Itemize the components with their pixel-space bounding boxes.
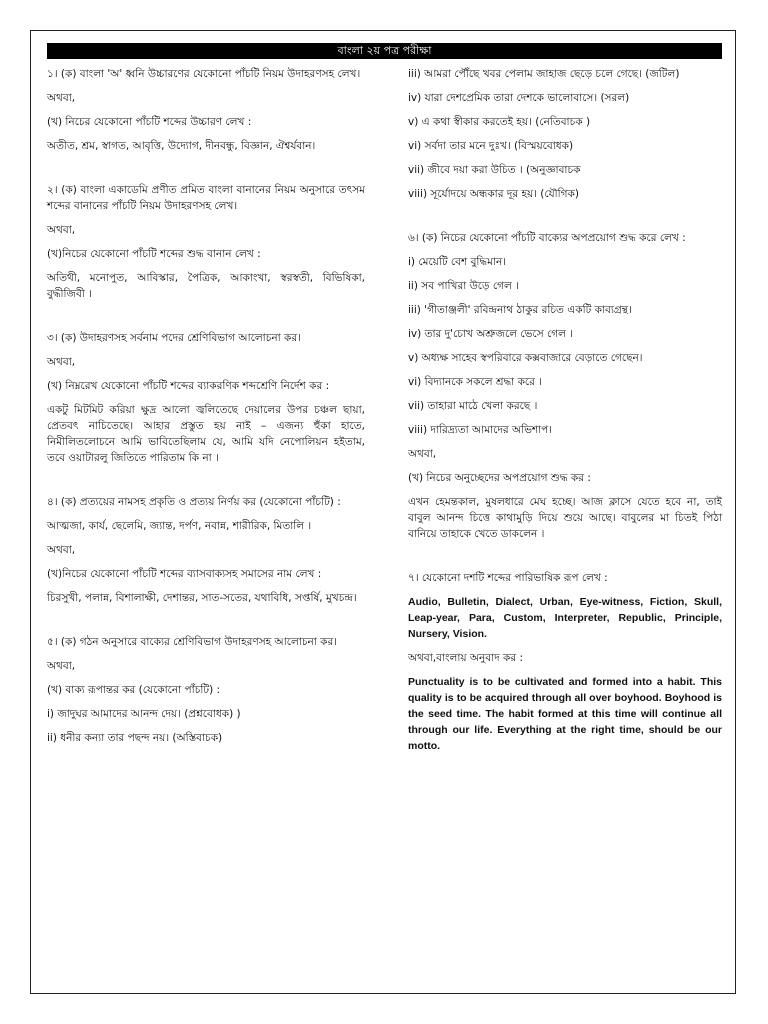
question-text: viii) দারিদ্র্যতা আমাদের অভিশাপ। [408, 424, 553, 436]
left-column [47, 66, 365, 754]
question-text: v) এ কথা স্বীকার করতেই হয়। (নেতিবাচক ) [408, 116, 591, 128]
question-text: (খ)নিচের যেকোনো পাঁচটি শব্দের শুদ্ধ বানান লেখ : [47, 248, 261, 260]
question-text: অথবা, [47, 356, 76, 368]
question-text: চিরসুখী, পলান্ন, বিশালাক্ষী, দেশান্তর, সাত-সতের, যথাবিধি, সপ্তর্ষি, মুখচন্দ্র। [47, 592, 357, 604]
spacer [47, 310, 365, 330]
question-text: ii) সব পাখিরা উড়ে গেল । [408, 280, 519, 292]
question-text: iii) 'গীতাঞ্জলী' রবিন্দ্রনাথ ঠাকুর রচিত একটি কাব্যগ্রন্থ। [408, 304, 632, 316]
question-text: ৫। (ক) গঠন অনুসারে বাক্যের শ্রেণিবিভাগ উদাহরণসহ আলোচনা কর। [47, 636, 338, 648]
question-text: vi) সর্বদা তার মনে দুঃখ। (বিস্ময়বোধক) [408, 140, 574, 152]
question-text: অতিথী, মনোপুত, আবিস্কার, পৈত্রিক, আকাংখা, স্বরস্বতী, বিভিষিকা, বুদ্ধীজিবী । [47, 272, 365, 300]
question-text: অথবা, [47, 92, 76, 104]
spacer [408, 550, 722, 570]
english-text: Punctuality is to be cultivated and formed into a habit. This quality is to be acquired through all over boyhood. Boyhood is the seed time. The habit formed at this time will continue all through our life. Everything at the right time, should be our motto. [408, 676, 722, 752]
question-text: (খ) বাক্য রূপান্তর কর (যেকোনো পাঁচটি) : [47, 684, 221, 696]
question-text: i) জাদুঘর আমাদের আনন্দ দেয়। (প্রশ্নবোধক) ) [47, 708, 241, 720]
question-text: একটু মিটমিট করিয়া ক্ষুদ্র আলো জ্বলিতেছে দেয়ালের উপর চঞ্চল ছায়া, প্রেতবৎ নাচিতেছে। আহার প্রস্তুত হয় নাই – এজন্য হুঁকা হাতে, নিমীলিতলোচনে আমি ভাবিতেছিলাম যে, আমি যদি নেপোলিয়ন হইতাম, তবে ওয়াটারলু জিতিতে পারিতাম কি না । [47, 404, 365, 464]
question-text: ৬। (ক) নিচের যেকোনো পাঁচটি বাক্যের অপপ্রয়োগ শুদ্ধ করে লেখ : [408, 232, 686, 244]
spacer [47, 474, 365, 494]
question-text: ৭। যেকোনো দশটি শব্দের পারিভাষিক রূপ লেখ : [408, 572, 608, 584]
question-text: অথবা, [408, 448, 437, 460]
exam-title: বাংলা ২য় পত্র পরীক্ষা [47, 43, 722, 59]
question-text: ৩। (ক) উদাহরণসহ সর্বনাম পদের শ্রেণিবিভাগ আলোচনা কর। [47, 332, 301, 344]
spacer [47, 162, 365, 182]
question-text: iii) আমরা পৌঁছে খবর পেলাম জাহাজ ছেড়ে চলে গেছে। (জটিল) [408, 68, 680, 80]
question-text: এখন হেমন্তকাল, মুষলধারে মেঘ হচ্ছে। আজ ক্লাসে যেতে হবে না, তাই বাবুল আনন্দ চিত্তে কাথামুড়ি দিয়ে শুয়ে আছে। বাবুলের মা চিতই পিঠা বানিয়ে তাহাকে খেতে ডাকলেন । [408, 496, 722, 540]
question-text: আত্মজা, কার্য, ছেলেমি, জ্যান্ত, দর্পণ, নবান্ন, শারীরিক, মিতালি । [47, 520, 312, 532]
question-text: (খ) নিচের অনুচ্ছেদের অপপ্রয়োগ শুদ্ধ কর : [408, 472, 591, 484]
question-text: i) মেয়েটি বেশ বুদ্ধিমান। [408, 256, 507, 268]
question-text: ১। (ক) বাংলা 'অ' ধ্বনি উচ্চারণের যেকোনো পাঁচটি নিয়ম উদাহরণসহ লেখ। [47, 68, 361, 80]
question-text: (খ)নিচের যেকোনো পাঁচটি শব্দের ব্যাসবাক্যসহ সমাসের নাম লেখ : [47, 568, 322, 580]
question-text: ২। (ক) বাংলা একাডেমি প্রণীত প্রমিত বাংলা বানানের নিয়ম অনুসারে তৎসম শব্দের বানানের পাঁচটি নিয়ম উদাহরণসহ লেখ। [47, 184, 365, 212]
question-text: viii) সূর্যোদয়ে অন্ধকার দূর হয়। (যৌগিক) [408, 188, 579, 200]
question-text: অতীত, শ্রম, স্বাগত, আবৃত্তি, উদ্যোগ, দীনবন্ধু, বিজ্ঞান, ঐশ্বর্যবান। [47, 140, 316, 152]
question-text: vii) তাহারা মাঠে খেলা করছে । [408, 400, 538, 412]
question-text: iv) তার দু'চোখ অশ্রুজলে ভেসে গেল । [408, 328, 574, 340]
question-text: অথবা, [47, 544, 76, 556]
english-text: Audio, Bulletin, Dialect, Urban, Eye-witness, Fiction, Skull, Leap-year, Para, Custom, Interpreter, Republic, Principle, Nursery, Vision. [408, 596, 722, 640]
question-text: ii) ধনীর কন্যা তার পছন্দ নয়। (অস্তিবাচক) [47, 732, 223, 744]
question-text: v) অধ্যক্ষ সাহেব স্বপরিবারে কক্সবাজারে বেড়াতে গেছেন। [408, 352, 643, 364]
question-text: iv) যারা দেশপ্রেমিক তারা দেশকে ভালোবাসে। (সরল) [408, 92, 630, 104]
question-text: ৪। (ক) প্রত্যয়ের নামসহ প্রকৃতি ও প্রত্যয় নির্ণয় কর (যেকোনো পাঁচটি) : [47, 496, 341, 508]
question-text: (খ) নিম্নরেখ যেকোনো পাঁচটি শব্দের ব্যাকরণিক শব্দশ্রেণি নির্দেশ কর : [47, 380, 330, 392]
spacer [47, 614, 365, 634]
question-text: অথবা, [47, 660, 76, 672]
question-text: অথবা, [47, 224, 76, 236]
question-text: vii) জীবে দয়া করা উচিত । (অনুজ্ঞাবাচক [408, 164, 581, 176]
right-column [408, 66, 722, 762]
question-text: (খ) নিচের যেকোনো পাঁচটি শব্দের উচ্চারণ লেখ : [47, 116, 252, 128]
spacer [408, 210, 722, 230]
question-text: vi) বিদ্যানকে সকলে শ্রদ্ধা করে । [408, 376, 543, 388]
question-text: অথবা,বাংলায় অনুবাদ কর : [408, 652, 524, 664]
